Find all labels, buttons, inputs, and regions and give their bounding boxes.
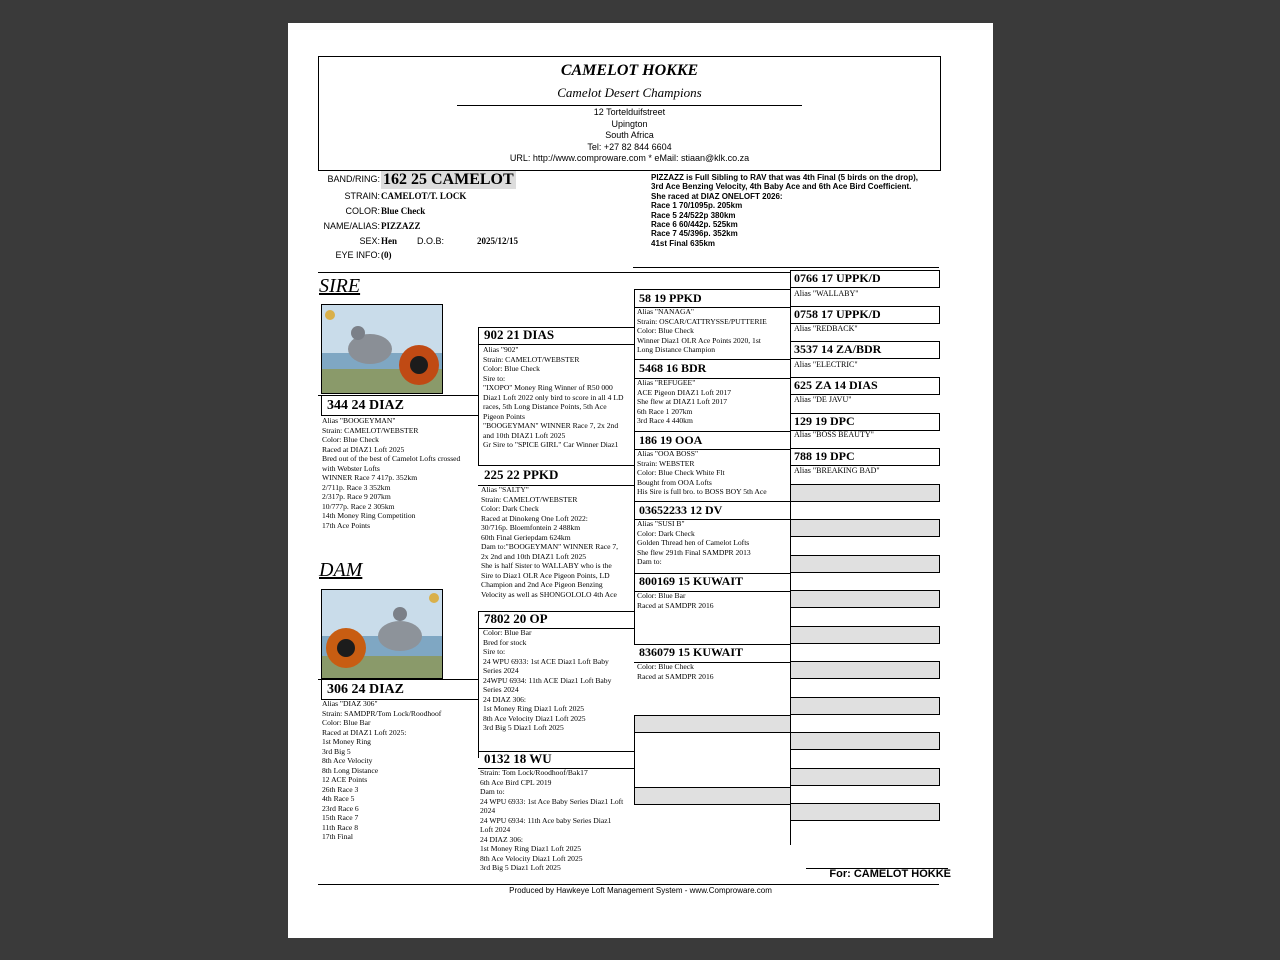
detail-line: 2024 (480, 806, 496, 815)
detail-line: Strain: CAMELOT/WEBSTER (481, 494, 578, 504)
detail-line: Gr Sire to "SPICE GIRL" Car Winner Diaz1 (483, 440, 619, 449)
dam-details (322, 699, 482, 842)
detail-line: 10/777p. Race 2 305km (322, 501, 395, 511)
detail-line: Strain: SAMDPR/Tom Lock/Roodhoof (322, 708, 442, 718)
detail-line: Alias "BOOGEYMAN" (322, 416, 396, 425)
separator-line (633, 267, 939, 268)
detail-line: Strain: Tom Lock/Roodhoof/Bak17 (480, 768, 588, 777)
detail-line: Strain: CAMELOT/WEBSTER (322, 425, 419, 435)
note-line: Race 5 24/522p 380km (651, 210, 736, 220)
detail-line: Diaz1 Loft 2022 only bird to score in all 4 LD (483, 392, 624, 402)
gp-details (481, 485, 633, 599)
gggp-alias: Alias "DE JAVU" (794, 395, 852, 404)
detail-line: Bought from OOA Lofts (637, 477, 712, 487)
detail-line: Alias "902" (483, 345, 519, 354)
gp-band: 902 21 DIAS (484, 327, 555, 342)
gggp-band: 788 19 DPC (794, 449, 855, 463)
gp-details (483, 628, 635, 733)
detail-line: 3rd Race 4 440km (637, 416, 693, 425)
detail-line: Raced at Dinokeng One Loft 2022: (481, 513, 588, 523)
detail-line: She flew at DIAZ1 Loft 2017 (637, 397, 728, 406)
detail-line: She flew 291th Final SAMDPR 2013 (637, 547, 751, 557)
subject-name: PIZZAZZ (381, 221, 421, 231)
detail-line: 17th Final (322, 832, 354, 841)
detail-line: 14th Money Ring Competition (322, 511, 416, 520)
phone-line: Tel: +27 82 844 6604 (587, 141, 672, 152)
detail-line: 24 WPU 6933: 1st ACE Diaz1 Loft Baby (483, 656, 609, 666)
detail-line: 8th Ace Velocity Diaz1 Loft 2025 (480, 853, 583, 863)
empty-ancestor-slot (790, 697, 940, 715)
detail-line: 11th Race 8 (322, 822, 358, 832)
gp-details (480, 768, 636, 873)
detail-line: 23rd Race 6 (322, 803, 359, 813)
detail-line: Color: Dark Check (637, 528, 695, 538)
detail-line: Dam to: (480, 787, 505, 796)
dam-bracket (321, 679, 322, 699)
detail-line: Winner Diaz1 OLR Ace Points 2020, 1st (637, 335, 761, 345)
detail-line: 4th Race 5 (322, 794, 355, 803)
empty-ancestor-slot (634, 715, 791, 733)
pedigree-page (288, 23, 993, 938)
detail-line: His Sire is full bro. to BOSS BOY 5th Ace (637, 487, 767, 496)
note-line: She raced at DIAZ ONELOFT 2026: (651, 191, 783, 201)
detail-line: 3rd Big 5 Diaz1 Loft 2025 (483, 723, 564, 732)
detail-line: Golden Thread hen of Camelot Lofts (637, 538, 750, 547)
dam-photo (321, 589, 443, 679)
ggp-details (637, 307, 789, 355)
contact-line: URL: http://www.comproware.com * eMail: stiaan@klk.co.za (509, 153, 750, 163)
note-line: Race 1 70/1095p. 205km (651, 201, 743, 211)
detail-line: Bred out of the best of Camelot Lofts crossed (322, 454, 461, 463)
gggp-band: 0766 17 UPPK/D (794, 271, 881, 285)
band-label: BAND/RING: (327, 174, 380, 184)
detail-line: Long Distance Champion (637, 345, 716, 354)
subject-notes (651, 173, 936, 248)
detail-line: Bred for stock (483, 637, 527, 647)
detail-line: 60th Final Geriepdam 624km (481, 532, 571, 542)
sire-photo (321, 304, 443, 394)
detail-line: WINNER Race 7 417p. 352km (322, 473, 418, 482)
detail-line: Color: Blue Bar (637, 591, 686, 600)
ggp-details (637, 378, 789, 426)
detail-line: Sire to: (483, 373, 506, 383)
footer-credit: Produced by Hawkeye Loft Management System - www.Comproware.com (509, 886, 772, 895)
empty-ancestor-slot (790, 484, 940, 502)
detail-line: Series 2024 (483, 666, 519, 675)
breeder-address (319, 107, 940, 165)
color-label: COLOR: (345, 206, 380, 216)
tree-connector (634, 431, 635, 645)
detail-line: 8th Ace Velocity Diaz1 Loft 2025 (483, 713, 586, 723)
ggp-band: 186 19 OOA (639, 433, 703, 447)
gggp-alias: Alias "WALLABY" (794, 289, 859, 298)
detail-line: 6th Race 1 207km (637, 406, 693, 416)
gp-rule (478, 465, 634, 466)
gp-details (483, 345, 635, 450)
empty-ancestor-slot (790, 803, 940, 821)
detail-line: with Webster Lofts (322, 463, 380, 473)
empty-ancestor-slot (790, 768, 940, 786)
empty-ancestor-slot (790, 519, 940, 537)
detail-line: 12 ACE Points (322, 775, 368, 784)
breeder-name: CAMELOT HOKKE (560, 62, 699, 79)
detail-line: 8th Long Distance (322, 765, 379, 775)
detail-line: Alias "SUSI B" (637, 519, 685, 528)
detail-line: Color: Blue Check (322, 435, 379, 444)
detail-line: Alias "OOA BOSS" (637, 449, 699, 458)
note-line: Race 6 60/442p. 525km (651, 220, 738, 230)
ggp-details (637, 591, 789, 610)
detail-line: 15th Race 7 (322, 813, 359, 822)
empty-ancestor-slot (790, 555, 940, 573)
detail-line: ACE Pigeon DIAZ1 Loft 2017 (637, 387, 732, 397)
detail-line: Loft 2024 (480, 825, 511, 834)
detail-line: 24 DIAZ 306: (483, 694, 527, 704)
address-line: Upington (611, 118, 648, 129)
detail-line: 1st Money Ring Diaz1 Loft 2025 (480, 844, 582, 853)
subject-dob: 2025/12/15 (477, 236, 519, 246)
detail-line: Color: Blue Check White Flt (637, 468, 725, 477)
detail-line: 2/711p. Race 3 352km (322, 482, 391, 492)
detail-line: races, 5th Long Distance Points, 5th Ace (483, 402, 607, 411)
detail-line: 24 DIAZ 306: (480, 834, 524, 844)
ggp-rule (634, 289, 790, 290)
detail-line: Color: Blue Bar (483, 628, 532, 637)
gggp-band: 129 19 DPC (794, 414, 855, 428)
detail-line: 17th Ace Points (322, 520, 371, 530)
gggp-alias: Alias "ELECTRIC" (794, 360, 858, 369)
empty-ancestor-slot (790, 590, 940, 608)
subject-band: 162 25 CAMELOT (383, 171, 514, 188)
detail-line: Color: Dark Check (481, 504, 539, 513)
subject-eye: (0) (381, 250, 392, 260)
gp-band: 7802 20 OP (484, 611, 548, 626)
detail-line: Raced at SAMDPR 2016 (637, 600, 714, 610)
gp-band: 0132 18 WU (484, 751, 552, 766)
gggp-alias: Alias "BREAKING BAD" (794, 466, 880, 475)
ggp-details (637, 449, 789, 497)
dam-rule (318, 679, 478, 680)
ggp-band: 800169 15 KUWAIT (639, 574, 744, 588)
ggp-details (637, 519, 789, 567)
detail-line: 6th Ace Bird CPL 2019 (480, 777, 552, 787)
gp-band: 225 22 PPKD (484, 467, 559, 482)
ggp-rule (634, 431, 790, 432)
eye-label: EYE INFO: (335, 250, 380, 260)
ggp-band: 58 19 PPKD (639, 291, 702, 305)
ggp-details (637, 662, 789, 681)
detail-line: 26th Race 3 (322, 784, 359, 794)
gggp-band: 0758 17 UPPK/D (794, 307, 881, 321)
ggp-band: 5468 16 BDR (639, 361, 707, 375)
gggp-alias: Alias "BOSS BEAUTY" (794, 430, 874, 439)
detail-line: 2/317p. Race 9 207km (322, 492, 391, 501)
detail-line: Dam to: (637, 557, 662, 566)
detail-line: 24 WPU 6933: 1st Ace Baby Series Diaz1 Loft (480, 796, 624, 806)
ggp-rule (634, 359, 790, 360)
gggp-band: 625 ZA 14 DIAS (794, 378, 878, 392)
tree-connector (634, 289, 635, 431)
empty-ancestor-slot (634, 787, 791, 805)
detail-line: Dam to:"BOOGEYMAN" WINNER Race 7, (481, 542, 619, 551)
address-line: 12 Tortelduifstreet (593, 107, 666, 117)
detail-line: Velocity as well as SHONGOLOLO 4th Ace (481, 589, 617, 599)
dob-label: D.O.B: (416, 236, 444, 246)
detail-line: Strain: OSCAR/CATTRYSSE/PUTTERIE (637, 316, 767, 326)
detail-line: She is half Sister to WALLABY who is the (481, 561, 612, 570)
tree-connector (478, 327, 479, 465)
detail-line: Color: Blue Check (637, 662, 694, 671)
empty-ancestor-slot (790, 626, 940, 644)
detail-line: 3rd Big 5 Diaz1 Loft 2025 (480, 863, 561, 872)
detail-line: Alias "DIAZ 306" (322, 699, 378, 708)
ggp-rule (634, 501, 790, 502)
detail-line: Alias "NANAGA" (637, 307, 695, 316)
address-line: South Africa (605, 130, 654, 140)
gggp-band: 3537 14 ZA/BDR (794, 342, 882, 356)
detail-line: 24WPU 6934: 11th ACE Diaz1 Loft Baby (483, 675, 612, 685)
detail-line: 1st Money Ring (322, 737, 371, 746)
name-label: NAME/ALIAS: (323, 221, 380, 231)
detail-line: Color: Blue Check (483, 364, 540, 373)
sire-section-title: SIRE (319, 275, 361, 297)
detail-line: Pigeon Points (483, 411, 525, 421)
detail-line: "IXOPO" Money Ring Winner of R50 000 (483, 383, 613, 392)
detail-line: 24 WPU 6934: 11th Ace baby Series Diaz1 (480, 815, 612, 825)
ggp-band: 836079 15 KUWAIT (639, 645, 744, 659)
detail-line: "BOOGEYMAN" WINNER Race 7, 2x 2nd (483, 421, 619, 430)
gggp-alias: Alias "REDBACK" (794, 324, 858, 333)
note-line: 3rd Ace Benzing Velocity, 4th Baby Ace and 6th Ace Bird Coefficient. (651, 182, 912, 192)
header-divider (457, 105, 802, 106)
detail-line: 30/716p. Bloemfontein 2 488km (481, 523, 581, 532)
detail-line: Strain: WEBSTER (637, 458, 695, 468)
detail-line: Raced at SAMDPR 2016 (637, 671, 714, 681)
dam-section-title: DAM (319, 559, 363, 581)
note-line: Race 7 45/396p. 352km (651, 229, 738, 239)
detail-line: Raced at DIAZ1 Loft 2025: (322, 727, 407, 737)
detail-line: Raced at DIAZ1 Loft 2025 (322, 444, 405, 454)
dam-band: 306 24 DIAZ (327, 682, 405, 697)
detail-line: Champion and 2nd Ace Pigeon Benzing (481, 580, 603, 589)
note-line: 41st Final 635km (651, 238, 716, 248)
footer-divider (318, 884, 939, 885)
empty-ancestor-slot (790, 661, 940, 679)
detail-line: 1st Money Ring Diaz1 Loft 2025 (483, 704, 585, 713)
detail-line: 3rd Big 5 (322, 746, 351, 756)
strain-label: STRAIN: (344, 191, 380, 201)
empty-ancestor-slot (790, 732, 940, 750)
loft-name: Camelot Desert Champions (557, 85, 702, 100)
tree-connector (478, 611, 479, 758)
detail-line: Alias "SALTY" (481, 485, 529, 494)
breeder-header (318, 56, 941, 171)
prepared-for: For: CAMELOT HOKKE (829, 868, 951, 880)
detail-line: Color: Blue Check (637, 326, 694, 335)
sire-rule (318, 395, 478, 396)
detail-line: Sire to Diaz1 OLR Ace Pigeon Points, LD (481, 570, 610, 580)
sire-band: 344 24 DIAZ (327, 398, 405, 413)
subject-sex: Hen (381, 236, 398, 246)
sire-bracket (321, 395, 322, 415)
detail-line: 8th Ace Velocity (322, 756, 373, 765)
detail-line: and 10th DIAZ1 Loft 2025 (483, 430, 566, 440)
detail-line: Alias "REFUGEE" (637, 378, 696, 387)
detail-line: Color: Blue Bar (322, 718, 371, 727)
detail-line: 2x 2nd and 10th DIAZ1 Loft 2025 (481, 551, 587, 561)
detail-line: Series 2024 (483, 685, 519, 694)
detail-line: Sire to: (483, 647, 506, 656)
subject-strain: CAMELOT/T. LOCK (381, 191, 467, 201)
sex-label: SEX: (359, 236, 380, 246)
note-line: PIZZAZZ is Full Sibling to RAV that was 4th Final (5 birds on the drop), (651, 173, 918, 182)
subject-color: Blue Check (381, 206, 426, 216)
detail-line: Strain: CAMELOT/WEBSTER (483, 354, 580, 364)
ggp-band: 03652233 12 DV (639, 503, 723, 517)
sire-details (322, 416, 482, 530)
